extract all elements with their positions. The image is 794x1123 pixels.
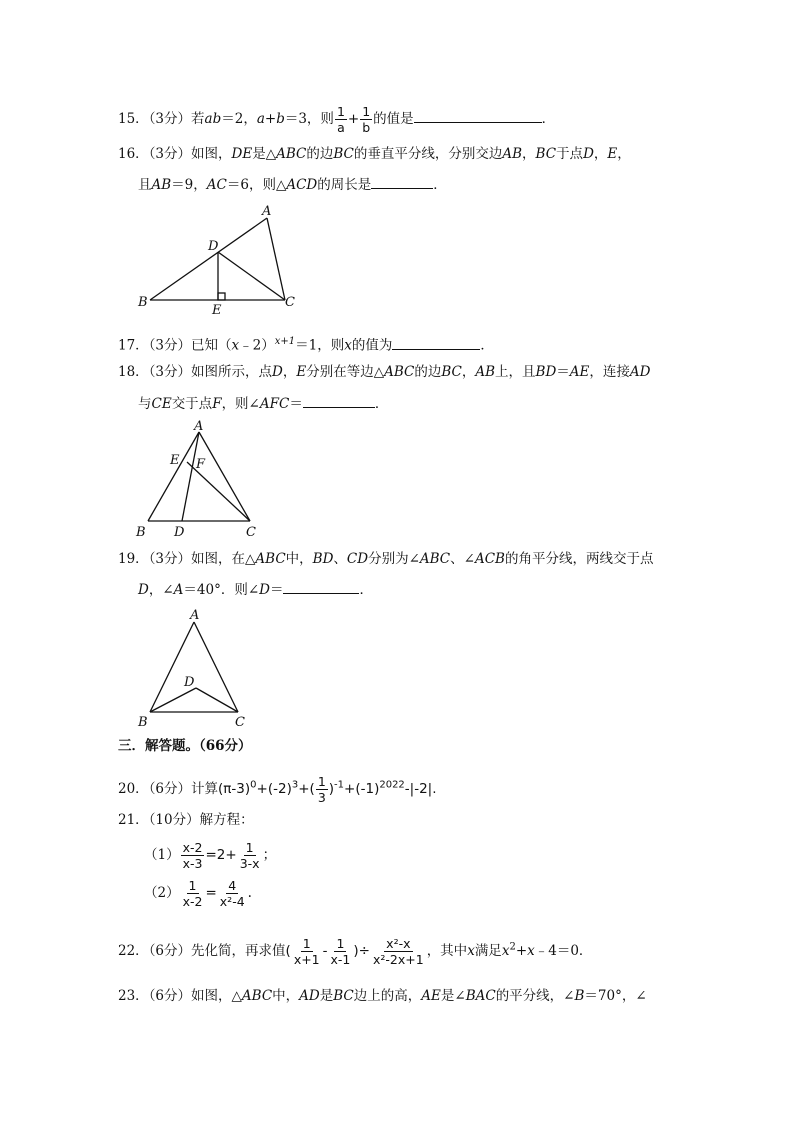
- fraction-1-over-3-x: $\frac{1}{3-x}$: [239, 840, 260, 871]
- question-21: 21．（10分）解方程：: [118, 812, 254, 828]
- fraction-x-2-over-x-3: $\frac{x-2}{x-3}$: [182, 840, 203, 871]
- question-16-line-1: 16．（3分）如图，DE是△ABC的边BC的垂直平分线，分别交边AB，BC于点D，E，: [118, 146, 631, 162]
- label-F: F: [196, 457, 206, 472]
- fraction-x2-x-over-x2-2x+1: $\frac{\text{x²-x}}{\text{x²-2x+1}}$: [372, 936, 424, 967]
- label-A: A: [262, 204, 272, 219]
- label-B: B: [138, 715, 148, 730]
- answer-blank-15[interactable]: [414, 110, 542, 123]
- label-E: E: [212, 303, 222, 318]
- fraction-1-over-x-1: $\frac{1}{x-1}$: [330, 936, 351, 967]
- segment-AC: [267, 218, 285, 300]
- label-D: D: [174, 525, 185, 540]
- segment-BA: [150, 622, 194, 712]
- segment-BA: [150, 218, 267, 300]
- figure-18: [130, 418, 270, 543]
- segment-AC: [194, 622, 238, 712]
- label-A: A: [194, 419, 204, 434]
- question-15: 15．（3分）若ab＝2，a+b＝3，则 $\frac{1}{a}$ + $\frac{1}{b}$ 的值是 ．: [118, 104, 556, 135]
- label-C: C: [246, 525, 256, 540]
- segment-AC: [199, 432, 250, 521]
- fraction-1-over-x-2: $\frac{1}{x-2}$: [182, 878, 203, 909]
- answer-blank-17[interactable]: [392, 337, 480, 350]
- fraction-1-over-a: $\frac{1}{a}$: [336, 104, 345, 135]
- question-20: 20．（6分）计算$(\pi-3)^0+(-2)^3+$( $\frac{1}{3}$ )$^{-1}+(-1)^{2022}-|-2|$.: [118, 774, 437, 805]
- right-angle-mark: [218, 293, 225, 300]
- question-19-line-2: D，∠A＝40°．则∠D＝ ．: [138, 582, 373, 598]
- question-17: 17．（3分）已知（x﹣2）$^{x+1}$＝1，则x的值为 ．: [118, 336, 494, 354]
- question-18-line-2: 与CE交于点F，则∠AFC＝ ．: [138, 396, 389, 412]
- segment-BD: [150, 688, 196, 712]
- figure-19: [130, 604, 260, 732]
- segment-DC: [218, 252, 285, 300]
- label-C: C: [235, 715, 245, 730]
- answer-blank-16[interactable]: [371, 176, 433, 189]
- fraction-4-over-x2-4: $\frac{4}{\text{x²-4}}$: [219, 878, 245, 909]
- label-A: A: [190, 608, 200, 623]
- label-D: D: [208, 239, 219, 254]
- label-B: B: [138, 295, 148, 310]
- section-3-heading: 三．解答题。（66分）: [118, 738, 252, 754]
- label-C: C: [285, 295, 295, 310]
- figure-16: [130, 200, 310, 320]
- question-16-line-2: 且AB＝9，AC＝6，则△ACD的周长是 ．: [138, 177, 447, 193]
- question-22: 22．（6分）先化简，再求值( $\frac{1}{x+1}$ - $\frac{1}{x-1}$ )÷ $\frac{\text{x²-x}}{\text{x²-2x+1}}$ ，其中x满足$x^2+x﹣4=0$．: [118, 936, 593, 967]
- question-18-line-1: 18．（3分）如图所示，点D，E分别在等边△ABC的边BC，AB上，且BD＝AE，连接AD: [118, 364, 651, 380]
- question-23: 23．（6分）如图，△ABC中，AD是BC边上的高，AE是∠BAC的平分线，∠B＝70°，∠: [118, 988, 647, 1004]
- fraction-1-over-x+1: $\frac{1}{x+1}$: [293, 936, 320, 967]
- label-D: D: [184, 675, 195, 690]
- segment-AD: [182, 432, 199, 521]
- question-21-part-1: （1） $\frac{x-2}{x-3}$ =2+ $\frac{1}{3-x}$ ；: [144, 840, 277, 871]
- answer-blank-19[interactable]: [283, 581, 359, 594]
- label-E: E: [170, 453, 180, 468]
- fraction-1-over-3: $\frac{1}{3}$: [317, 774, 326, 805]
- question-19-line-1: 19．（3分）如图，在△ABC中，BD、CD分别为∠ABC、∠ACB的角平分线，两线交于点: [118, 551, 654, 567]
- answer-blank-18[interactable]: [303, 395, 375, 408]
- segment-BA: [148, 432, 199, 521]
- question-21-part-2: （2） $\frac{1}{x-2}$ = $\frac{4}{\text{x²-4}}$ .: [144, 878, 252, 909]
- fraction-1-over-b: $\frac{1}{b}$: [362, 104, 371, 135]
- label-B: B: [136, 525, 146, 540]
